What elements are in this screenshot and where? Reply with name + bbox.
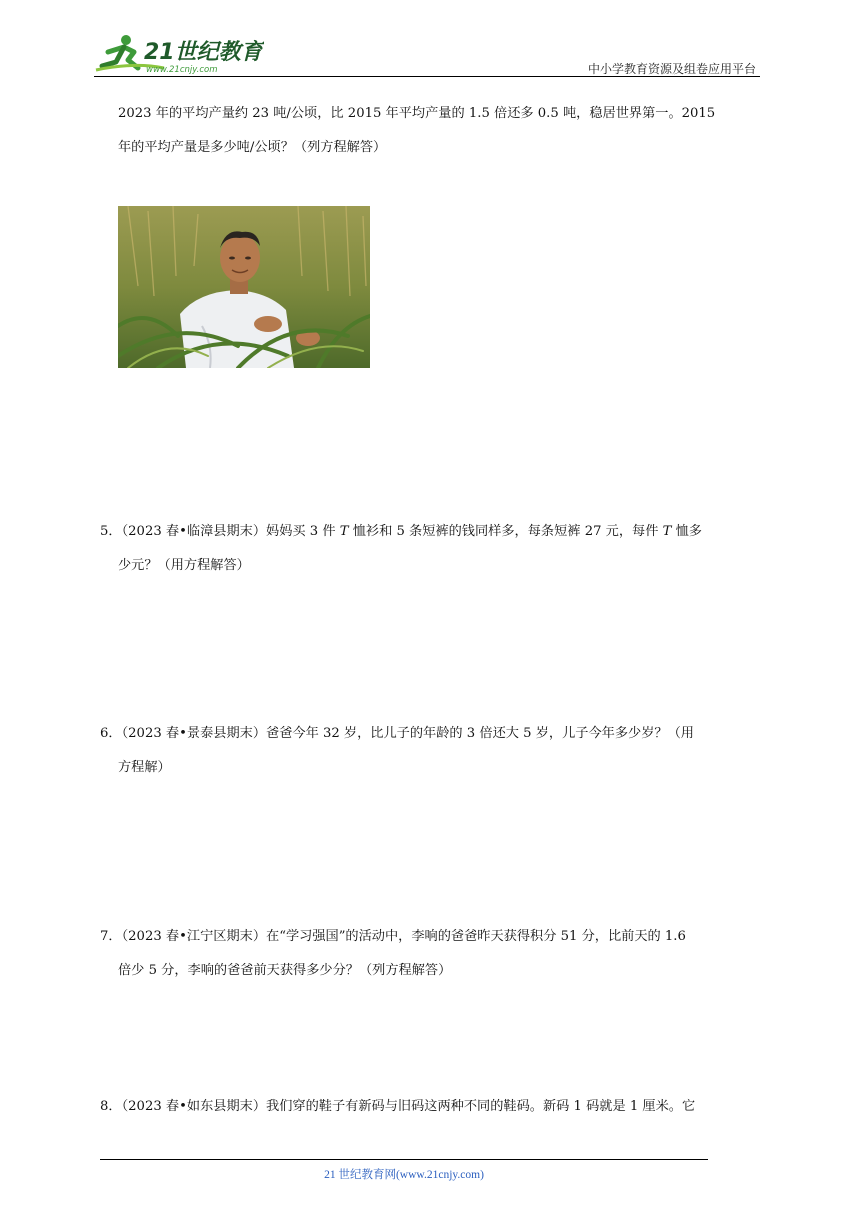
question-8 [100, 1090, 768, 1124]
question-6-line-2: 方程解） [118, 760, 171, 775]
farmer-in-rice-field-photo [118, 206, 370, 368]
logo-url: www.21cnjy.com [146, 65, 218, 75]
question-6-line-1: 6．（2023 春•景泰县期末）爸爸今年 32 岁，比儿子的年龄的 3 倍还大 5 岁，儿子今年多少岁？（用 [100, 726, 694, 741]
question-4-line-2: 年的平均产量是多少吨/公顷？（列方程解答） [118, 140, 387, 155]
question-7 [100, 920, 768, 988]
question-4-line-1: 2023 年的平均产量约 23 吨/公顷，比 2015 年平均产量的 1.5 倍还多 0.5 吨，稳居世界第一。2015 [118, 106, 716, 121]
question-7-line-1: 7．（2023 春•江宁区期末）在“学习强国”的活动中，李响的爸爸昨天获得积分 51 分，比前天的 1.6 [100, 929, 686, 944]
question-5-line-2: 少元？（用方程解答） [118, 558, 250, 573]
footer-divider [100, 1159, 708, 1160]
logo-text: 21世纪教育 [144, 40, 263, 65]
site-logo[interactable] [94, 32, 264, 78]
question-5 [100, 515, 768, 583]
running-figure-logo-icon [94, 32, 264, 78]
header-divider [94, 76, 760, 77]
footer-link[interactable]: 21 世纪教育网(www.21cnjy.com) [324, 1169, 484, 1181]
header-platform-title: 中小学教育资源及组卷应用平台 [587, 62, 756, 76]
question-7-line-2: 倍少 5 分，李响的爸爸前天获得多少分？（列方程解答） [118, 963, 452, 978]
question-5-line-1: 5．（2023 春•临漳县期末）妈妈买 3 件 T 恤衫和 5 条短裤的钱同样多，每条短裤 27 元，每件 T 恤多 [100, 524, 702, 539]
question-4-text [118, 97, 768, 165]
question-6 [100, 717, 768, 785]
question-8-line-1: 8．（2023 春•如东县期末）我们穿的鞋子有新码与旧码这两种不同的鞋码。新码 1 码就是 1 厘米。它 [100, 1099, 696, 1114]
